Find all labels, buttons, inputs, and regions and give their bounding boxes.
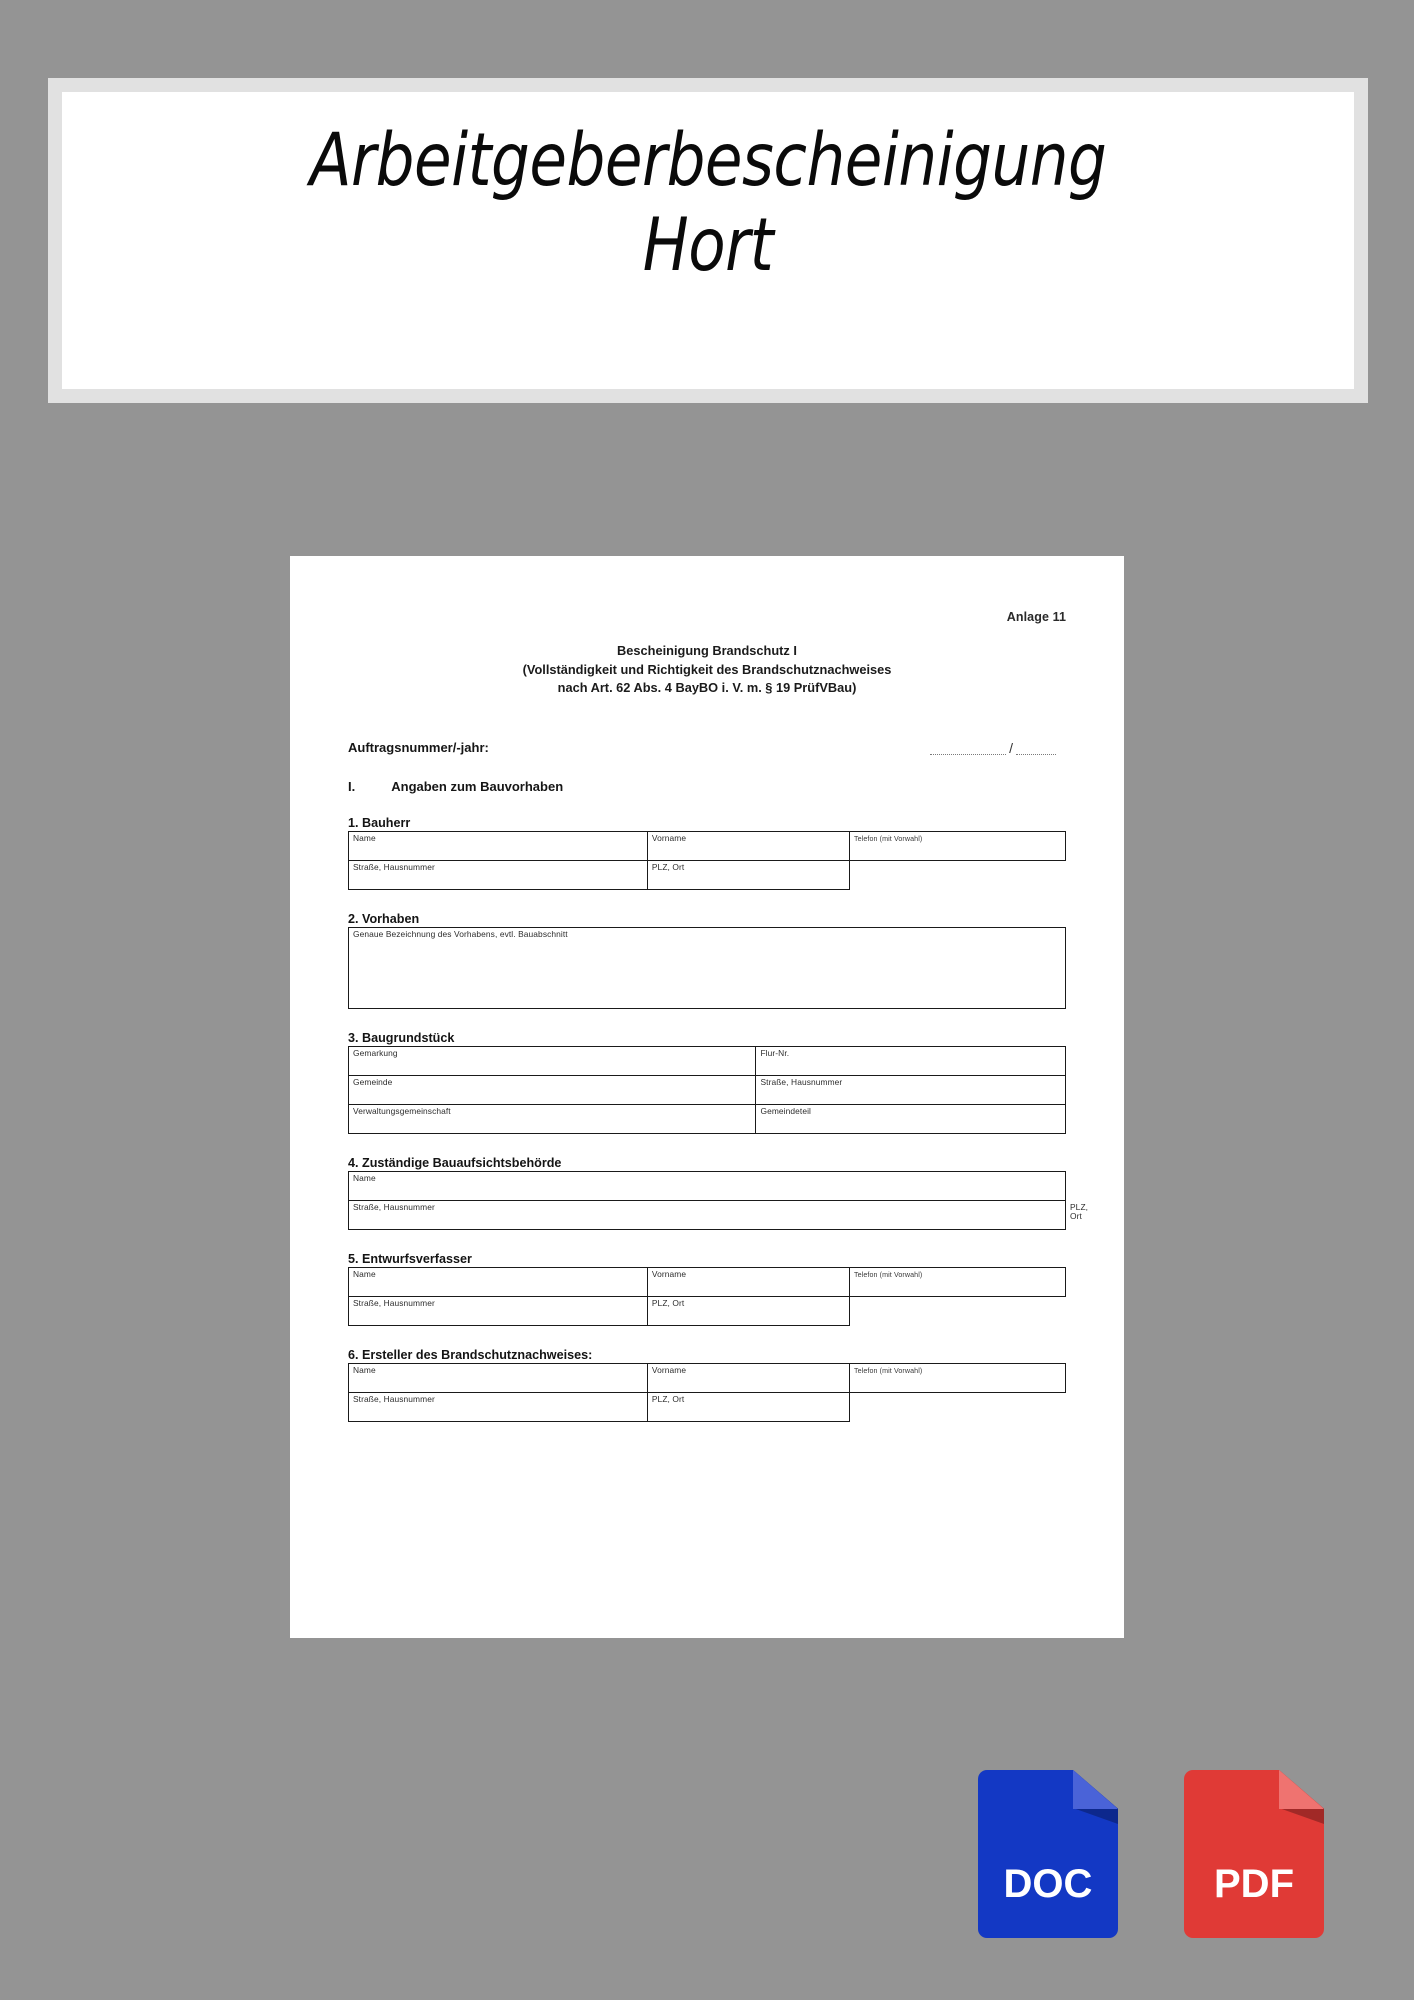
field-label: PLZ, Ort <box>651 861 685 872</box>
order-number-row <box>348 740 1066 755</box>
field-cell[interactable] <box>349 1200 1066 1229</box>
table-row <box>349 1392 1066 1421</box>
field-label: Straße, Hausnummer <box>353 861 435 872</box>
section-title: 1. Bauherr <box>348 815 411 830</box>
field-cell[interactable] <box>349 927 1066 1008</box>
table-row <box>349 1267 1066 1296</box>
doc-download-button[interactable] <box>978 1770 1118 1938</box>
field-cell[interactable] <box>647 831 849 860</box>
table-row <box>349 1104 1066 1133</box>
table-row <box>349 831 1066 860</box>
field-label: Genaue Bezeichnung des Vorhabens, evtl. Bauabschnitt <box>353 928 568 939</box>
table-row <box>349 1046 1066 1075</box>
field-cell[interactable] <box>850 1267 1066 1296</box>
field-cell[interactable] <box>349 831 648 860</box>
field-cell[interactable] <box>349 1075 756 1104</box>
section-field-table <box>348 1363 1066 1422</box>
field-label: Gemarkung <box>353 1047 398 1058</box>
field-cell[interactable] <box>850 1363 1066 1392</box>
form-heading-line-3: nach Art. 62 Abs. 4 BayBO i. V. m. § 19 PrüfVBau) <box>557 680 857 696</box>
section-title: 3. Baugrundstück <box>348 1030 455 1045</box>
field-label: PLZ, Ort <box>651 1297 685 1308</box>
title-card <box>48 78 1368 403</box>
field-label: Flur-Nr. <box>760 1047 790 1058</box>
field-cell[interactable] <box>756 1046 1066 1075</box>
field-cell[interactable] <box>349 1296 648 1325</box>
download-buttons <box>978 1770 1324 1938</box>
field-cell[interactable] <box>647 1363 849 1392</box>
pdf-label: PDF <box>1214 1862 1294 1906</box>
order-number-label: Auftragsnummer/-jahr: <box>348 739 489 755</box>
field-label: Name <box>353 1268 376 1279</box>
field-cell[interactable] <box>349 1104 756 1133</box>
field-cell[interactable] <box>349 1392 648 1421</box>
field-label: PLZ, Ort <box>651 1393 685 1404</box>
section-field-table <box>348 831 1066 890</box>
annex-label: Anlage 11 <box>1006 610 1066 624</box>
order-number-fields <box>930 740 1066 757</box>
table-row <box>349 1171 1066 1200</box>
pdf-download-button[interactable] <box>1184 1770 1324 1938</box>
section-field-table <box>348 1267 1066 1326</box>
field-label: Gemeinde <box>353 1076 393 1087</box>
page-title: Arbeitgeberbescheinigung Hort <box>309 118 1107 289</box>
field-label: Gemeindeteil <box>760 1105 811 1116</box>
table-row <box>349 1296 1066 1325</box>
section-title: 4. Zuständige Bauaufsichtsbehörde <box>348 1155 562 1170</box>
field-label: Straße, Hausnummer <box>353 1297 435 1308</box>
table-row <box>349 1200 1066 1229</box>
field-label: Straße, Hausnummer <box>760 1076 843 1087</box>
field-cell[interactable] <box>647 1392 849 1421</box>
field-cell[interactable] <box>756 1075 1066 1104</box>
form-sections <box>348 815 1089 1422</box>
field-label: Name <box>353 1364 376 1375</box>
field-label: Telefon (mit Vorwahl) <box>854 834 923 843</box>
field-cell[interactable] <box>647 1296 849 1325</box>
table-row <box>349 860 1066 889</box>
section-title: 2. Vorhaben <box>348 911 420 926</box>
field-label: Vorname <box>651 832 687 843</box>
field-cell[interactable] <box>349 1363 648 1392</box>
field-cell[interactable] <box>647 1267 849 1296</box>
field-cell[interactable] <box>349 1267 648 1296</box>
field-cell[interactable] <box>349 1046 756 1075</box>
field-label: Name <box>353 1172 376 1183</box>
field-label: Straße, Hausnummer <box>353 1393 435 1404</box>
table-row <box>349 927 1066 1008</box>
field-cell[interactable] <box>349 860 648 889</box>
form-heading <box>348 642 1066 698</box>
table-row <box>349 1075 1066 1104</box>
form-heading-line-1: Bescheinigung Brandschutz I <box>617 643 797 658</box>
roman-section-label: Angaben zum Bauvorhaben <box>391 778 564 794</box>
section-field-table <box>348 927 1066 1009</box>
section-title: 5. Entwurfsverfasser <box>348 1251 472 1266</box>
field-label: Name <box>353 832 376 843</box>
field-label: Straße, Hausnummer <box>353 1201 435 1212</box>
field-cell[interactable] <box>647 860 849 889</box>
section-field-table <box>348 1046 1066 1134</box>
field-label: PLZ, Ort <box>1070 1201 1089 1221</box>
roman-numeral: I. <box>348 778 356 794</box>
doc-label: DOC <box>1003 1862 1093 1906</box>
field-cell[interactable] <box>349 1171 1066 1200</box>
section-field-table <box>348 1171 1089 1230</box>
title-card-inner <box>62 92 1354 389</box>
field-label: Telefon (mit Vorwahl) <box>854 1270 923 1279</box>
field-cell[interactable] <box>850 831 1066 860</box>
document-sheet <box>290 556 1124 1638</box>
field-label: Verwaltungsgemeinschaft <box>353 1105 451 1116</box>
field-label: Vorname <box>651 1364 687 1375</box>
field-cell[interactable] <box>756 1104 1066 1133</box>
order-year-input-line[interactable] <box>1016 745 1056 755</box>
table-row <box>349 1363 1066 1392</box>
form-heading-line-2: (Vollständigkeit und Richtigkeit des Brandschutznachweises <box>522 661 892 677</box>
roman-section-heading <box>348 779 1066 794</box>
order-number-input-line[interactable] <box>930 745 1006 755</box>
section-title: 6. Ersteller des Brandschutznachweises: <box>348 1347 593 1362</box>
field-label: Telefon (mit Vorwahl) <box>854 1366 923 1375</box>
order-number-separator: / <box>1009 740 1013 757</box>
document-preview-page[interactable] <box>290 556 1124 1638</box>
field-label: Vorname <box>651 1268 687 1279</box>
